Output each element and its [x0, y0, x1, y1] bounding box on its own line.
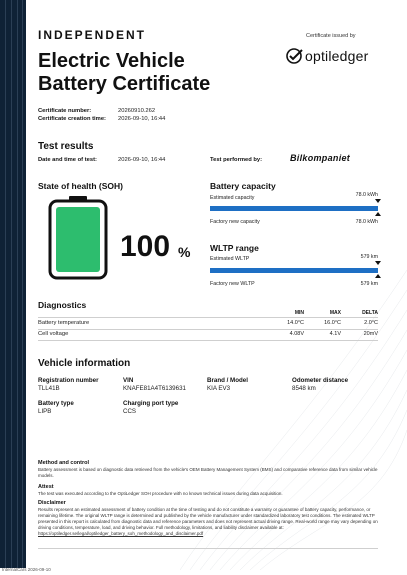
test-results-heading: Test results [38, 141, 94, 152]
wltp-bar [210, 268, 378, 273]
estimated-capacity-label: Estimated capacity [210, 195, 255, 201]
footer-tag: InternalCars 2026-09-10 [2, 567, 51, 572]
battery-fill-level [56, 207, 100, 272]
test-performed-label: Test performed by: [210, 157, 263, 163]
charging-port-value: CCS [123, 408, 137, 415]
logo-text: optiledger [305, 48, 369, 64]
method-heading: Method and control [38, 460, 90, 466]
test-date-label: Date and time of test: [38, 157, 97, 163]
diag-row-max: 4.1V [329, 331, 341, 337]
disclaimer-link[interactable]: https://optiledger.se/legal/optiledger_battery_soh_methodology_and_disclaimer.pdf [38, 531, 204, 536]
vehicle-heading: Vehicle information [38, 358, 131, 369]
capacity-bar [210, 206, 378, 211]
battery-type-value: LIPB [38, 408, 52, 415]
side-stripe [0, 0, 26, 568]
battery-type-label: Battery type [38, 400, 74, 407]
battery-icon [48, 196, 108, 280]
factory-capacity-marker [375, 212, 381, 216]
test-performed-value: Bilkompaniet [290, 153, 351, 163]
battery-capacity-heading: Battery capacity [210, 181, 276, 191]
disclaimer-heading: Disclaimer [38, 500, 66, 506]
soh-unit: % [178, 244, 191, 260]
estimated-capacity-value: 78.0 kWh [355, 192, 378, 198]
diag-row-max: 16.0°C [324, 320, 341, 326]
attest-text: The test was executed according to the OptiLedger SOH procedure with no known technical issues during data acquisition. [38, 491, 283, 496]
issued-by-label: Certificate issued by [306, 33, 356, 39]
factory-capacity-label: Factory new capacity [210, 219, 260, 225]
diag-row-min: 14.0°C [287, 320, 304, 326]
estimated-capacity-marker [375, 199, 381, 203]
attest-heading: Attest [38, 484, 54, 490]
diag-col-delta: DELTA [362, 310, 378, 316]
odometer-value: 8548 km [292, 385, 316, 392]
header-independent: INDEPENDENT [38, 28, 147, 42]
soh-heading: State of health (SOH) [38, 181, 124, 191]
factory-wltp-marker [375, 274, 381, 278]
diag-row-delta: 20mV [363, 331, 378, 337]
wltp-bar-fill [210, 268, 378, 273]
factory-wltp-value: 579 km [360, 281, 378, 287]
optiledger-checkmark-icon [285, 46, 305, 66]
diag-divider [38, 340, 378, 341]
method-text: Battery assessment is based on diagnostic data retrieved from the vehicle's OEM Battery Management System (BMS) and comparative reference data from similar vehicle models. [38, 467, 378, 478]
estimated-wltp-label: Estimated WLTP [210, 256, 250, 262]
diag-divider [38, 329, 378, 330]
diag-row-delta: 2.0°C [364, 320, 378, 326]
certificate-number-value: 20260910.262 [118, 108, 156, 114]
diag-row-name: Battery temperature [38, 320, 90, 326]
certificate-number-label: Certificate number: [38, 108, 92, 114]
certificate-creation-label: Certificate creation time: [38, 116, 106, 122]
estimated-wltp-marker [375, 261, 381, 265]
wltp-heading: WLTP range [210, 243, 259, 253]
registration-value: TLL41B [38, 385, 60, 392]
charging-port-label: Charging port type [123, 400, 179, 407]
brand-label: Brand / Model [207, 377, 248, 384]
page-title: Electric Vehicle Battery Certificate [38, 50, 211, 95]
vin-label: VIN [123, 377, 134, 384]
certificate-creation-value: 2026-09-10, 16:44 [118, 116, 166, 122]
capacity-bar-fill [210, 206, 378, 211]
disclaimer-text: Results represent an estimated assessment of battery condition at the time of testing and do not constitute a warranty or guarantee of battery capacity, performance, or remaining lifetime. The original WLTP range is determined and published by the vehicle manufacturer under standardized laboratory test conditions. The estimated WLTP presented in this report is calculated from diagnostic data and reference parameters and does not represent actual driving range. Real-world range may vary depending on driving conditions, temperature, load, and driving behavior. Full methodology, limitations, and liability disclaimer available at: [38, 507, 378, 530]
diag-row-name: Cell voltage [38, 331, 69, 337]
bottom-divider [38, 548, 378, 549]
diag-divider [38, 317, 378, 318]
test-date-value: 2026-09-10, 16:44 [118, 157, 166, 163]
diag-col-max: MAX [329, 310, 341, 316]
disclaimer-paragraph [38, 507, 378, 537]
diag-col-min: MIN [294, 310, 304, 316]
brand-value: KIA EV3 [207, 385, 231, 392]
diag-row-min: 4.08V [289, 331, 304, 337]
factory-wltp-label: Factory new WLTP [210, 281, 255, 287]
factory-capacity-value: 78.0 kWh [355, 219, 378, 225]
odometer-label: Odometer distance [292, 377, 349, 384]
soh-value: 100 [120, 230, 171, 263]
optiledger-logo[interactable] [285, 46, 369, 66]
vin-value: KNAFE81A4T6139631 [123, 385, 186, 392]
registration-label: Registration number [38, 377, 99, 384]
estimated-wltp-value: 579 km [360, 254, 378, 260]
diagnostics-heading: Diagnostics [38, 300, 87, 310]
